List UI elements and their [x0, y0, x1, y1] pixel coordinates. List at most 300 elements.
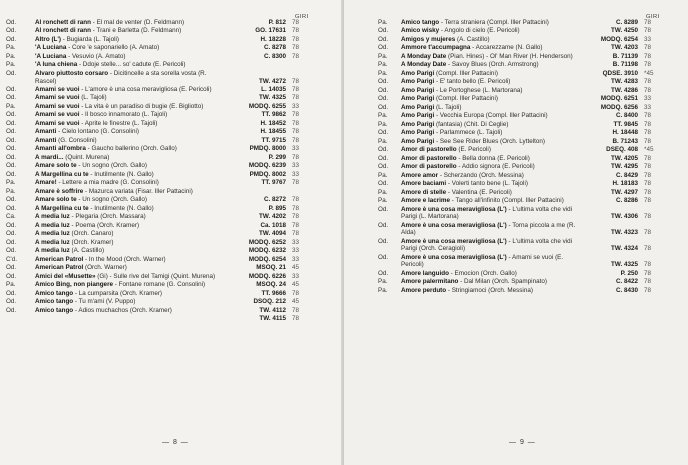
song-title: Amore è una cosa meravigliosa (L') — [401, 237, 507, 245]
catalog-number: TW. 4202 — [259, 213, 286, 221]
label-code: Od. — [378, 86, 389, 94]
catalog-number: PMDQ. 8002 — [249, 170, 286, 178]
label-code: Od. — [378, 154, 389, 162]
entry-details: - Fontane romane (G. Consolini) — [113, 281, 206, 289]
entry-text — [35, 145, 229, 153]
song-title: Amare è soffrire — [35, 187, 84, 195]
catalog-number: GO. 17631 — [255, 27, 286, 35]
speed-rpm: 78 — [644, 171, 652, 179]
right-page — [344, 0, 688, 465]
entry-text — [35, 298, 229, 306]
speed-rpm: 33 — [292, 102, 300, 110]
label-code: Od. — [6, 230, 17, 238]
entry-text — [401, 36, 585, 44]
catalog-entry — [0, 44, 344, 52]
catalog-number: TT. 9666 — [261, 289, 286, 297]
catalog-entry — [344, 278, 688, 286]
catalog-entry — [344, 27, 688, 35]
speed-rpm: 78 — [644, 269, 652, 277]
entry-text — [401, 270, 585, 278]
label-code: Pa. — [378, 52, 388, 60]
catalog-entry — [344, 70, 688, 78]
catalog-number: MODQ. 6252 — [248, 238, 286, 246]
entry-text — [35, 137, 229, 145]
entry-details: - Dicitincelle a sta sorella vosta (R. Rascel) — [35, 69, 207, 85]
catalog-number: TW. 4203 — [611, 44, 638, 52]
entry-details: - Parlammece (L. Tajoli) — [434, 129, 503, 137]
song-title: 'A Luciana — [35, 44, 67, 52]
song-title: Amore e lacrime — [401, 197, 451, 205]
speed-rpm: 78 — [644, 44, 652, 52]
catalog-entry — [344, 254, 688, 269]
catalog-entry — [344, 238, 688, 253]
entry-text — [35, 53, 229, 61]
entry-details: - Vecchia Europa (Compl. Iller Pattacini) — [434, 112, 548, 120]
label-code: Od. — [6, 170, 17, 178]
label-code: Od. — [6, 289, 17, 297]
entry-details: - E' tanto bello (E. Pericoli) — [434, 78, 511, 86]
label-code: Od. — [6, 264, 17, 272]
catalog-number: TW. 4115 — [259, 315, 286, 323]
entry-text — [401, 189, 585, 197]
speed-rpm: 78 — [292, 230, 300, 238]
catalog-entry — [344, 104, 688, 112]
song-title: Alvaro piuttosto corsaro — [35, 69, 109, 77]
catalog-number: P. 895 — [268, 204, 286, 212]
catalog-number: H. 18452 — [260, 119, 286, 127]
speed-rpm: 78 — [292, 44, 300, 52]
entry-text — [35, 70, 229, 85]
entry-details: - Valentina (E. Pericoli) — [446, 188, 512, 196]
label-code: Pa. — [6, 61, 16, 69]
speed-rpm: 78 — [292, 35, 300, 43]
entry-details: - Adios muchachos (Orch. Kramer) — [73, 306, 172, 314]
catalog-entry — [344, 287, 688, 295]
catalog-number: P. 299 — [268, 153, 286, 161]
entry-details: - Volerti tanto bene (L. Tajoli) — [446, 180, 528, 188]
speed-rpm: 78 — [644, 286, 652, 294]
catalog-entry — [0, 264, 344, 272]
song-title: Amor di pastorello — [401, 163, 457, 171]
speed-rpm: 33 — [292, 255, 300, 263]
catalog-entry — [0, 137, 344, 145]
label-code: Od. — [6, 19, 17, 26]
entry-details: - Plegaria (Orch. Massara) — [69, 213, 146, 221]
catalog-entry — [0, 307, 344, 315]
right-entry-list — [344, 19, 688, 295]
catalog-number: L. 14035 — [261, 85, 286, 93]
entry-text — [35, 103, 229, 111]
entry-details: (Compl. Iller Pattacini) — [434, 95, 498, 103]
label-code: Od. — [378, 146, 389, 154]
catalog-entry — [0, 247, 344, 255]
song-title: Amico Bing, non piangere — [35, 281, 114, 289]
entry-details: (G. Consolini) — [56, 136, 97, 144]
catalog-entry — [344, 36, 688, 44]
label-code: Od. — [378, 95, 389, 103]
speed-rpm: 45 — [292, 264, 300, 272]
catalog-number: TW. 4272 — [259, 77, 286, 85]
catalog-entry — [0, 239, 344, 247]
entry-text — [35, 222, 229, 230]
speed-rpm: 33 — [292, 272, 300, 280]
catalog-number: TW. 4112 — [259, 306, 286, 314]
label-code: Od. — [6, 306, 17, 314]
entry-text — [401, 238, 585, 253]
song-title: Amo Parigi — [401, 129, 435, 137]
catalog-entry — [344, 53, 688, 61]
label-code: C'd. — [6, 255, 18, 263]
catalog-number: B. 71139 — [612, 52, 638, 60]
label-code: Od. — [378, 269, 389, 277]
song-title: A Monday Date — [401, 52, 447, 60]
entry-details: - Terra straniera (Compl. Iller Pattacini) — [439, 19, 549, 26]
label-code: Pa. — [378, 19, 388, 26]
catalog-entry — [0, 298, 344, 306]
catalog-number: MSOQ. 24 — [256, 281, 286, 289]
entry-text — [401, 19, 585, 27]
speed-rpm: 33 — [644, 103, 652, 111]
catalog-entry — [344, 146, 688, 154]
catalog-number: TW. 4295 — [611, 163, 638, 171]
catalog-number: B. 71198 — [612, 61, 638, 69]
catalog-number: MODQ. 6239 — [248, 162, 286, 170]
speed-rpm: 78 — [644, 61, 652, 69]
song-title: Amore di stelle — [401, 188, 447, 196]
catalog-entry — [344, 222, 688, 237]
song-title: 'A Luciana — [35, 52, 67, 60]
catalog-number: C. 8300 — [263, 52, 286, 60]
speed-rpm: 78 — [292, 315, 300, 323]
song-title: Amare solo te — [35, 162, 77, 170]
entry-details: - Stringiamoci (Orch. Messina) — [446, 286, 533, 294]
song-title: A Margellina cu te — [35, 204, 89, 212]
catalog-number: TW. 4324 — [611, 245, 638, 253]
catalog-number: C. 8272 — [263, 196, 286, 204]
entry-text — [401, 112, 585, 120]
catalog-number: C. 8286 — [615, 197, 638, 205]
speed-rpm: 78 — [292, 213, 300, 221]
entry-details: - Angolo di cielo (E. Pericoli) — [439, 27, 520, 35]
catalog-entry — [344, 61, 688, 69]
entry-details: - Tu m'ami (V. Puppo) — [73, 298, 136, 306]
catalog-number: TW. 4325 — [611, 261, 638, 269]
catalog-number: TW. 4205 — [611, 154, 638, 162]
entry-text — [401, 197, 585, 205]
song-title: A media luz — [35, 247, 70, 255]
entry-details: - Lettere a mia madre (G. Consolini) — [56, 179, 159, 187]
label-code: Pa. — [378, 112, 388, 120]
catalog-entry — [344, 270, 688, 278]
entry-details: - Tango all'infinito (Compl. Iller Pattacini) — [450, 197, 564, 205]
song-title: 'A luna chiena — [35, 61, 78, 69]
entry-details: - Le Portoghese (L. Martorana) — [434, 86, 523, 94]
speed-rpm: 78 — [292, 204, 300, 212]
song-title: Amo Parigi — [401, 78, 435, 86]
entry-details: (L. Tajoli) — [434, 103, 462, 111]
song-title: Amare! — [35, 179, 57, 187]
catalog-entry — [0, 36, 344, 44]
label-code: Od. — [6, 35, 17, 43]
speed-rpm: 33 — [292, 238, 300, 246]
entry-text — [401, 44, 585, 52]
entry-text — [35, 273, 229, 281]
catalog-entry — [344, 19, 688, 27]
entry-text — [35, 162, 229, 170]
entry-details: (E. Pericoli) — [456, 146, 491, 154]
entry-text — [401, 61, 585, 69]
label-code: Od. — [6, 204, 17, 212]
label-code: Pa. — [6, 281, 16, 289]
entry-text — [35, 61, 229, 69]
catalog-number: B. 71243 — [612, 137, 638, 145]
entry-details: - Savoy Blues (Orch. Armstrong) — [446, 61, 539, 69]
entry-details: (fantasia) (Chit. Di Ceglie) — [434, 120, 509, 128]
speed-rpm: 45 — [292, 298, 300, 306]
label-code: Pa. — [378, 188, 388, 196]
entry-text — [401, 172, 585, 180]
song-title: Al ronchett di rann — [35, 19, 91, 26]
entry-details: - Ddoje stelle... so' cadute (E. Pericoli) — [77, 61, 186, 69]
speed-rpm: 78 — [644, 261, 652, 269]
speed-rpm: 78 — [644, 229, 652, 237]
song-title: Amami se vuoi — [35, 102, 80, 110]
entry-details: (Pian. Hines) - Ol' Man River (H. Henderson) — [446, 52, 573, 60]
song-title: Al ronchett di rann — [35, 27, 91, 35]
speed-rpm: *45 — [644, 146, 654, 154]
entry-text — [35, 120, 229, 128]
song-title: Amo Parigi — [401, 103, 435, 111]
entry-text — [35, 179, 229, 187]
catalog-entry — [0, 222, 344, 230]
catalog-entry — [0, 120, 344, 128]
entry-text — [401, 180, 585, 188]
entry-text — [35, 290, 229, 298]
entry-details: - Trani e Barletta (D. Feldmann) — [90, 27, 182, 35]
label-code: Od. — [6, 196, 17, 204]
entry-text — [35, 239, 229, 247]
entry-details: (Gi) - Sulle rive del Tamigi (Quint. Murena) — [95, 272, 216, 280]
entry-text — [401, 138, 585, 146]
catalog-entry — [0, 19, 344, 27]
catalog-number: MODQ. 6254 — [248, 255, 286, 263]
entry-details: - La cumparsita (Orch. Kramer) — [73, 289, 163, 297]
speed-rpm: 33 — [644, 35, 652, 43]
entry-text — [401, 27, 585, 35]
page-number: — 8 — — [162, 439, 189, 446]
entry-text — [401, 163, 585, 171]
speed-rpm: 78 — [644, 154, 652, 162]
entry-details: - Emocion (Orch. Gallo) — [448, 269, 517, 277]
song-title: American Patrol — [35, 255, 84, 263]
catalog-entry — [0, 188, 344, 196]
speed-rpm: 78 — [644, 213, 652, 221]
entry-text — [35, 128, 229, 136]
song-title: Amico wisky — [401, 27, 440, 35]
speed-rpm: 78 — [292, 221, 300, 229]
entry-details: (Quint. Murena) — [63, 153, 110, 161]
entry-details: (A. Castillo) — [69, 247, 105, 255]
label-code: Pa. — [378, 171, 388, 179]
song-title: Amor di pastorello — [401, 146, 457, 154]
catalog-entry — [344, 112, 688, 120]
song-title: Amore languido — [401, 269, 449, 277]
entry-details: - El mal de venter (D. Feldmann) — [90, 19, 185, 26]
catalog-entry — [0, 53, 344, 61]
catalog-number: TW. 4094 — [259, 230, 286, 238]
label-code: Ca. — [6, 213, 16, 221]
entry-text — [35, 196, 229, 204]
song-title: Amami se vuoi — [35, 111, 80, 119]
catalog-number: H. 18455 — [260, 128, 286, 136]
label-code: Od. — [378, 163, 389, 171]
song-title: Amo Parigi — [401, 112, 435, 120]
speed-rpm: 78 — [644, 163, 652, 171]
entry-text — [35, 188, 229, 196]
catalog-entry — [344, 121, 688, 129]
label-code: Od. — [6, 111, 17, 119]
song-title: Amo Parigi — [401, 95, 435, 103]
speed-rpm: 78 — [644, 19, 652, 26]
song-title: Amanti — [35, 136, 57, 144]
catalog-number: TW. 4297 — [611, 188, 638, 196]
label-code: Pa. — [378, 120, 388, 128]
catalog-number: DSOQ. 212 — [253, 298, 286, 306]
label-code: Od. — [6, 272, 17, 280]
label-code: Pa. — [378, 286, 388, 294]
page-number: — 9 — — [509, 439, 536, 446]
catalog-entry — [0, 61, 344, 69]
entry-text — [35, 19, 229, 27]
catalog-number: MODQ. 6232 — [248, 247, 286, 255]
entry-details: - Un sogno (Orch. Gallo) — [76, 196, 147, 204]
entry-text — [401, 53, 585, 61]
song-title: Amico tango — [35, 298, 74, 306]
song-title: A media luz — [35, 230, 70, 238]
speed-rpm: 78 — [644, 278, 652, 286]
entry-text — [401, 254, 585, 269]
speed-rpm: 33 — [292, 170, 300, 178]
speed-rpm: 78 — [644, 120, 652, 128]
song-title: Amico tango — [401, 19, 440, 26]
song-title: Amanti — [35, 128, 57, 136]
label-code: Od. — [378, 35, 389, 43]
catalog-number: C. 8400 — [615, 112, 638, 120]
label-code: Od. — [378, 129, 389, 137]
catalog-entry — [0, 128, 344, 136]
entry-text — [401, 278, 585, 286]
song-title: Ammore t'accumpagna — [401, 44, 471, 52]
catalog-number: TW. 4286 — [611, 86, 638, 94]
song-title: Amico tango — [35, 289, 74, 297]
catalog-entry — [344, 155, 688, 163]
song-title: Amore baciami — [401, 180, 447, 188]
speed-rpm: 78 — [292, 52, 300, 60]
speed-rpm: 33 — [292, 162, 300, 170]
speed-rpm: 78 — [644, 52, 652, 60]
catalog-number: TW. 4325 — [259, 94, 286, 102]
entry-details: - Inutilmente (N. Gallo) — [88, 170, 154, 178]
song-title: Amore amor — [401, 171, 439, 179]
song-title: A mardi... — [35, 153, 64, 161]
catalog-entry — [0, 205, 344, 213]
catalog-number: DSEQ. 408 — [606, 146, 638, 154]
catalog-entry — [0, 70, 344, 85]
speed-rpm: 78 — [292, 196, 300, 204]
left-entry-list — [0, 19, 344, 323]
speed-rpm: 78 — [292, 289, 300, 297]
label-code: Od. — [378, 78, 389, 86]
song-title: Amor di pastorello — [401, 154, 457, 162]
speed-rpm: 45 — [292, 281, 300, 289]
label-code: Od. — [6, 69, 17, 77]
entry-text — [35, 171, 229, 179]
catalog-entry — [344, 138, 688, 146]
catalog-number: TT. 9767 — [261, 179, 286, 187]
catalog-number: MODQ. 6255 — [248, 102, 286, 110]
label-code: Od. — [6, 145, 17, 153]
entry-details: - Accarezzame (N. Gallo) — [470, 44, 543, 52]
speed-rpm: 78 — [644, 245, 652, 253]
entry-details: - See See Rider Blues (Orch. Lyttelton) — [434, 137, 545, 145]
song-title: Amigos y mujeres — [401, 35, 456, 43]
entry-text — [35, 111, 229, 119]
label-code: Od. — [6, 153, 17, 161]
label-code: Pa. — [378, 69, 388, 77]
speed-rpm: 78 — [644, 78, 652, 86]
speed-rpm: 33 — [292, 145, 300, 153]
song-title: Amare solo te — [35, 196, 77, 204]
entry-text — [35, 247, 229, 255]
speed-rpm: 78 — [644, 27, 652, 35]
catalog-number: TW. 4250 — [611, 27, 638, 35]
label-code: Od. — [6, 247, 17, 255]
song-title: A media luz — [35, 238, 70, 246]
entry-details: - L'ultima volta che vidi Parigi (Orch. Ceragioli) — [401, 237, 573, 253]
label-code: Od. — [6, 27, 17, 35]
catalog-number: C. 8289 — [615, 19, 638, 26]
label-code: Pa. — [6, 102, 16, 110]
entry-text — [35, 205, 229, 213]
label-code: Od. — [6, 119, 17, 127]
entry-details: - Cielo lontano (G. Consolini) — [56, 128, 139, 136]
catalog-entry — [0, 111, 344, 119]
label-code: Od. — [6, 162, 17, 170]
speed-rpm: 78 — [644, 86, 652, 94]
catalog-number: P. 250 — [620, 269, 638, 277]
entry-details: - Amami se vuoi (E. Pericoli) — [401, 253, 564, 269]
label-code: Pa. — [378, 137, 388, 145]
label-code: Pa. — [6, 179, 16, 187]
label-code: Od. — [6, 238, 17, 246]
song-title: Amore è una cosa meravigliosa (L') — [401, 221, 507, 229]
catalog-number: MODQ. 6254 — [600, 35, 638, 43]
label-code: Pa. — [378, 278, 388, 286]
entry-details: (A. Castillo) — [455, 35, 490, 43]
catalog-entry — [344, 87, 688, 95]
speed-rpm: 78 — [644, 137, 652, 145]
entry-text — [35, 86, 229, 94]
entry-text — [35, 264, 229, 272]
entry-details: - Torna piccola a me (R. Alda) — [401, 221, 576, 237]
catalog-number: C. 8430 — [615, 286, 638, 294]
entry-text — [35, 44, 229, 52]
catalog-entry — [344, 172, 688, 180]
entry-text — [35, 27, 229, 35]
catalog-entry — [344, 163, 688, 171]
speed-rpm: 33 — [292, 247, 300, 255]
catalog-entry — [344, 129, 688, 137]
